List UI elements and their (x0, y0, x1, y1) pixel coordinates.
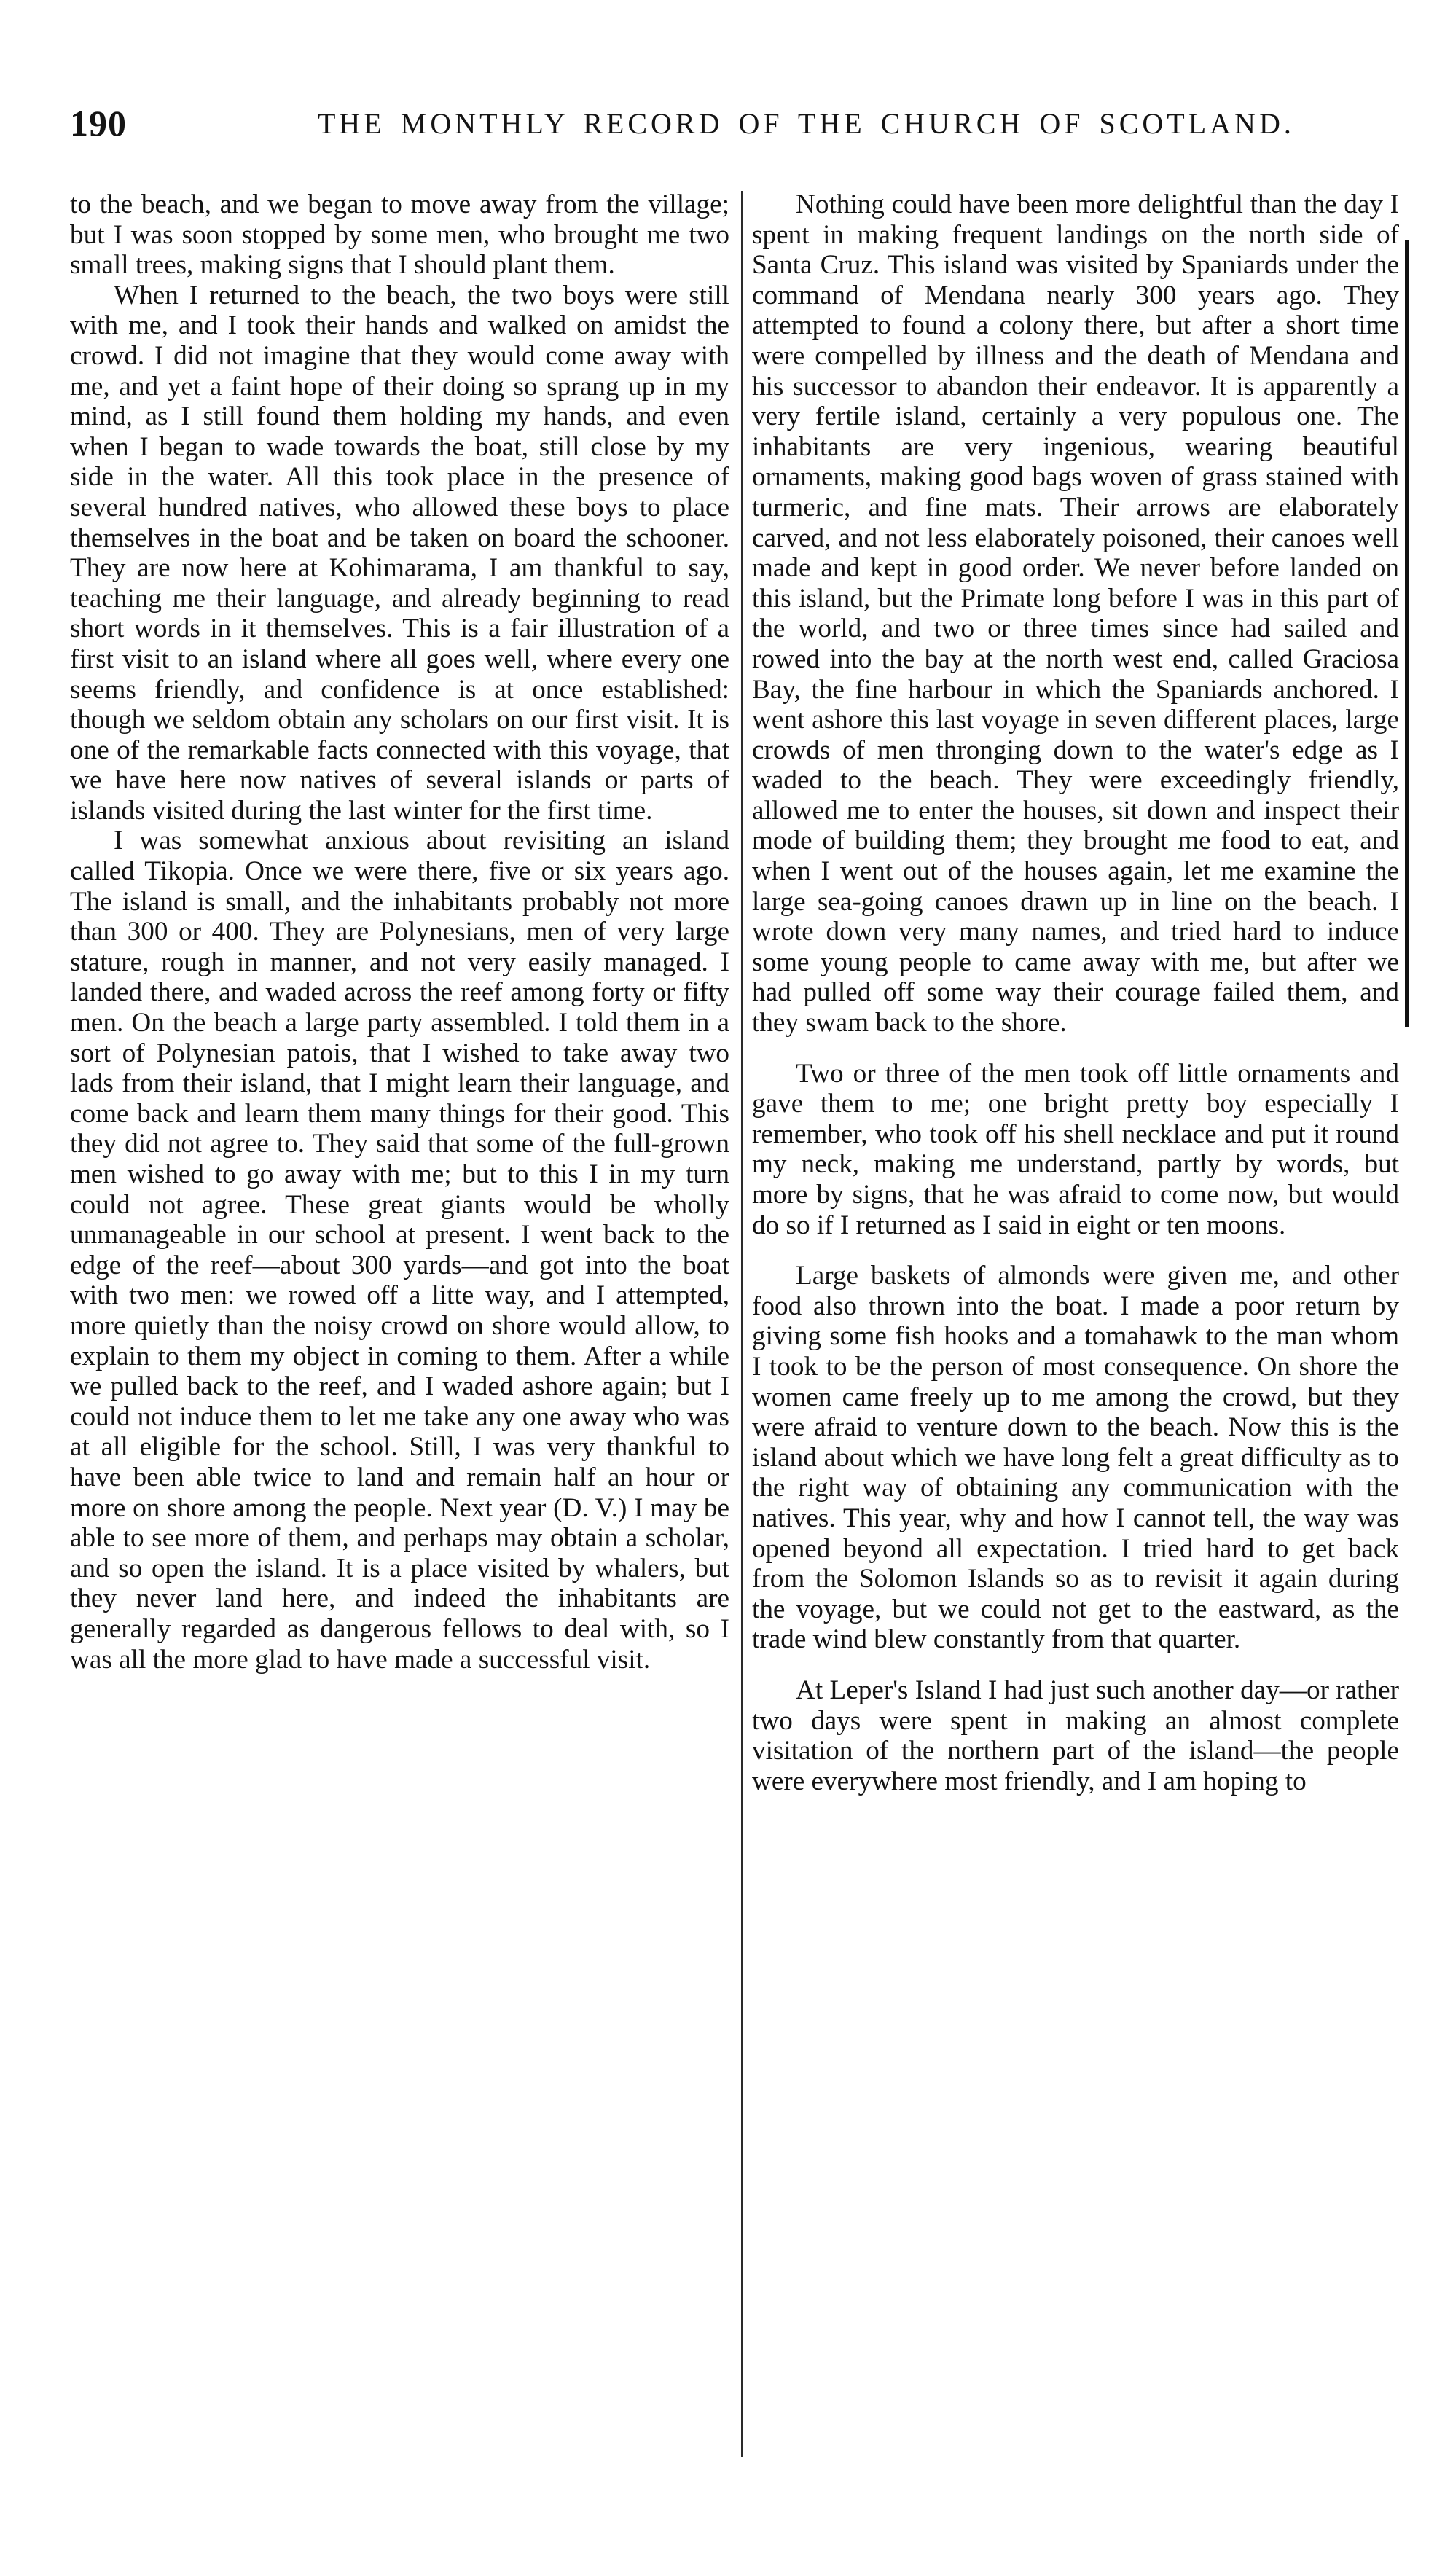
right-paragraph-4: At Leper's Island I had just such another day—or rather two days were spent in making an almost complete visitation of the northern part of the island—the people were everywhere most friendly, and I am hoping to (752, 1675, 1399, 1796)
page-number: 190 (70, 103, 127, 144)
column-divider (741, 191, 743, 2457)
running-title: THE MONTHLY RECORD OF THE CHURCH OF SCOTLAND. (318, 107, 1295, 140)
right-paragraph-1: Nothing could have been more delightful than the day I spent in making frequent landings on the north side of Santa Cruz. This island was visited by Spaniards under the command of Mendana nearly 300 years ago. They attempted to found a colony there, but after a short time were compelled by illness and the death of Mendana and his successor to abandon their endeavor. It is apparently a very fertile island, certainly a very populous one. The inhabitants are very ingenious, wearing beautiful ornaments, making good bags woven of grass stained with turmeric, and fine mats. Their arrows are elaborately carved, and not less elaborately poisoned, their canoes well made and kept in good order. We never before landed on this island, but the Primate long before I was in this part of the world, and two or three times since had sailed and rowed into the bay at the north west end, called Graciosa Bay, the fine harbour in which the Spaniards anchored. I went ashore this last voyage in seven different places, large crowds of men thronging down to the water's edge as I waded to the beach. They were exceedingly friendly, allowed me to enter the houses, sit down and inspect their mode of building them; they brought me food to eat, and when I went out of the houses again, let me examine the large sea-going canoes drawn up in line on the beach. I wrote down very many names, and tried hard to induce some young people to came away with me, but after we had pulled off some way their courage failed them, and they swam back to the shore. (752, 189, 1399, 1038)
right-column (752, 189, 1399, 1796)
page-header (70, 102, 1396, 153)
left-paragraph-2: When I returned to the beach, the two boys were still with me, and I took their hands and walked on amidst the crowd. I did not imagine that they would come away with me, and yet a faint hope of their doing so sprang up in my mind, as I still found them holding my hands, and even when I began to wade towards the boat, still close by my side in the water. All this took place in the presence of several hundred natives, who allowed these boys to place themselves in the boat and be taken on board the schooner. They are now here at Kohimarama, I am thankful to say, teaching me their language, and already beginning to read short words in it themselves. This is a fair illustration of a first visit to an island where all goes well, where every one seems friendly, and confidence is at once established: though we seldom obtain any scholars on our first visit. It is one of the remarkable facts connected with this voyage, that we have here now natives of several islands or parts of islands visited during the last winter for the first time. (70, 280, 729, 826)
margin-bar (1405, 240, 1409, 1027)
right-paragraph-3: Large baskets of almonds were given me, and other food also thrown into the boat. I made a poor return by giving some fish hooks and a tomahawk to the man whom I took to be the person of most consequence. On shore the women came freely up to me among the crowd, but they were afraid to venture down to the beach. Now this is the island about which we have long felt a great difficulty as to the right way of obtaining any communication with the natives. This year, why and how I cannot tell, the way was opened beyond all expectation. I tried hard to get back from the Solomon Islands so as to revisit it again during the voyage, but we could not get to the eastward, as the trade wind blew constantly from that quarter. (752, 1261, 1399, 1655)
left-paragraph-1: to the beach, and we began to move away from the village; but I was soon stopped by some men, who brought me two small trees, making signs that I should plant them. (70, 189, 729, 281)
right-paragraph-2: Two or three of the men took off little ornaments and gave them to me; one bright pretty boy especially I remember, who took off his shell necklace and put it round my neck, making me understand, partly by words, but more by signs, that he was afraid to come now, but would do so if I returned as I said in eight or ten moons. (752, 1058, 1399, 1240)
left-column (70, 189, 729, 1675)
left-paragraph-3: I was somewhat anxious about revisiting an island called Tikopia. Once we were there, five or six years ago. The island is small, and the inhabitants probably not more than 300 or 400. They are Polynesians, men of very large stature, rough in manner, and not very easily managed. I landed there, and waded across the reef among forty or fifty men. On the beach a large party assembled. I told them in a sort of Polynesian patois, that I wished to take away two lads from their island, that I might learn their language, and come back and learn them many things for their good. This they did not agree to. They said that some of the full-grown men wished to go away with me; but to this I in my turn could not agree. These great giants would be wholly unmanageable in our school at present. I went back to the edge of the reef—about 300 yards—and got into the boat with two men: we rowed off a litte way, and I attempted, more quietly than the noisy crowd on shore would allow, to explain to them my object in coming to them. After a while we pulled back to the reef, and I waded ashore again; but I could not induce them to let me take any one away who was at all eligible for the school. Still, I was very thankful to have been able twice to land and remain half an hour or more on shore among the people. Next year (D. V.) I may be able to see more of them, and perhaps may obtain a scholar, and so open the island. It is a place visited by whalers, but they never land here, and indeed the inhabitants are generally regarded as dangerous fellows to deal with, so I was all the more glad to have made a successful visit. (70, 826, 729, 1675)
